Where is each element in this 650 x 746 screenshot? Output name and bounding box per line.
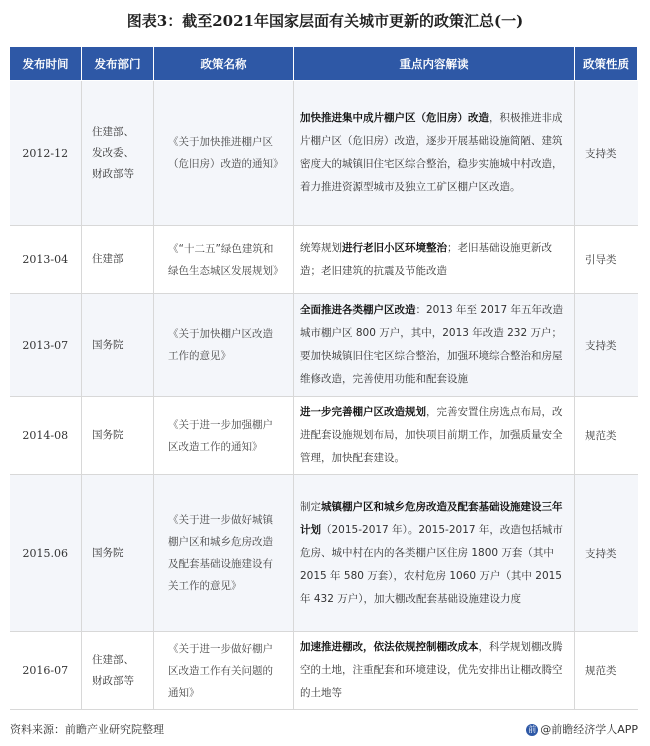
key-text: ：2013 年至 2017 年五年改造城市棚户区 800 万户，其中，2013 年改造 232 万户；要加快城镇旧住宅区综合整治，加强环境综合整治和房屋维修改造，完善使用功能和配套设施 [300, 304, 563, 385]
table-row [10, 226, 638, 294]
dept-line: 住建部 [92, 253, 124, 265]
table-header-row [10, 47, 638, 81]
cell-key-content [294, 81, 575, 226]
table-row [10, 294, 638, 397]
table-row [10, 397, 638, 475]
key-highlight: 加速推进棚改，依法依规控制棚改成本 [300, 641, 479, 653]
header-name: 政策名称 [154, 47, 294, 81]
cell-nature: 支持类 [575, 475, 638, 632]
dept-line: 住建部、 [92, 125, 134, 138]
cell-nature: 引导类 [575, 226, 638, 294]
brand-credit [526, 721, 638, 737]
cell-policy-name: 《关于进一步做好棚户区改造工作有关问题的通知》 [154, 632, 294, 710]
header-key: 重点内容解读 [294, 47, 575, 81]
cell-time: 2016-07 [10, 632, 82, 710]
dept-line: 住建部、 [92, 653, 134, 666]
cell-key-content [294, 294, 575, 397]
dept-line: 国务院 [92, 338, 124, 351]
key-text: 统筹规划 [300, 241, 342, 254]
key-text: ，积极推进非成片棚户区（危旧房）改造，逐步开展基础设施简陋、建筑密度大的城镇旧住宅区综合整治，稳步实施城中村改造，着力推进资源型城市及独立工矿区棚户区改造。 [300, 112, 563, 193]
cell-dept [82, 226, 154, 294]
source-note: 资料来源：前瞻产业研究院整理 [10, 723, 164, 736]
cell-key-content [294, 475, 575, 632]
cell-policy-name: 《关于进一步做好城镇棚户区和城乡危房改造及配套基础设施建设有关工作的意见》 [154, 475, 294, 632]
cell-policy-name: 《关于加快棚户区改造工作的意见》 [154, 294, 294, 397]
cell-policy-name: 《“十二五”绿色建筑和绿色生态城区发展规划》 [154, 226, 294, 294]
cell-nature: 支持类 [575, 294, 638, 397]
key-highlight: 城镇棚户区和城乡危房改造及配套基础设施建设三年计划 [300, 500, 563, 536]
cell-dept [82, 632, 154, 710]
header-dept: 发布部门 [82, 47, 154, 81]
cell-dept [82, 81, 154, 226]
dept-line: 国务院 [92, 429, 124, 441]
table-row [10, 632, 638, 710]
key-text: ，科学规划棚改腾空的土地，注重配套和环境建设，优先安排出让棚改腾空的土地等 [300, 641, 563, 699]
cell-time: 2014-08 [10, 397, 82, 475]
cell-nature: 支持类 [575, 81, 638, 226]
qianzhan-logo-icon: 前 [528, 725, 537, 734]
cell-time: 2015.06 [10, 475, 82, 632]
cell-policy-name: 《关于进一步加强棚户区改造工作的通知》 [154, 397, 294, 475]
cell-dept [82, 475, 154, 632]
key-highlight: 加快推进集中成片棚户区（危旧房）改造 [300, 112, 489, 124]
key-highlight: 进行老旧小区环境整治 [342, 241, 447, 254]
dept-line: 财政部等 [92, 674, 134, 687]
table-row [10, 81, 638, 226]
dept-line: 国务院 [92, 546, 124, 559]
header-time: 发布时间 [10, 47, 82, 81]
cell-nature: 规范类 [575, 632, 638, 710]
key-text: ；老旧基础设施更新改造；老旧建筑的抗震及节能改造 [300, 241, 552, 277]
dept-line: 财政部等 [92, 167, 134, 180]
brand-text: @前瞻经济学人APP [540, 723, 638, 736]
cell-policy-name: 《关于加快推进棚户区（危旧房）改造的通知》 [154, 81, 294, 226]
cell-key-content [294, 226, 575, 294]
key-text: （2015-2017 年）。2015-2017 年，改造包括城市危房、城中村在内的各类棚户区住房 1800 万套（其中 2015 年 580 万套），农村危房 1060 万户（其中 2015 年 432 万户），加大棚改配套基础设施建设力度 [300, 523, 563, 605]
dept-line: 发改委、 [92, 146, 134, 159]
figure-title: 图表3：截至2021年国家层面有关城市更新的政策汇总(一) [126, 12, 524, 30]
cell-dept [82, 294, 154, 397]
cell-time: 2013-04 [10, 226, 82, 294]
table-row [10, 475, 638, 632]
policy-table [9, 46, 638, 710]
key-text: ，完善安置住房选点布局，改进配套设施规划布局，加快项目前期工作，加强质量安全管理，加快配套建设。 [300, 406, 563, 464]
header-nature: 政策性质 [575, 47, 638, 81]
cell-time: 2012-12 [10, 81, 82, 226]
key-highlight: 进一步完善棚户区改造规划 [300, 406, 426, 418]
cell-time: 2013-07 [10, 294, 82, 397]
key-text: 制定 [300, 500, 321, 513]
key-highlight: 全面推进各类棚户区改造 [300, 304, 416, 316]
cell-key-content [294, 632, 575, 710]
cell-key-content [294, 397, 575, 475]
cell-dept [82, 397, 154, 475]
cell-nature: 规范类 [575, 397, 638, 475]
